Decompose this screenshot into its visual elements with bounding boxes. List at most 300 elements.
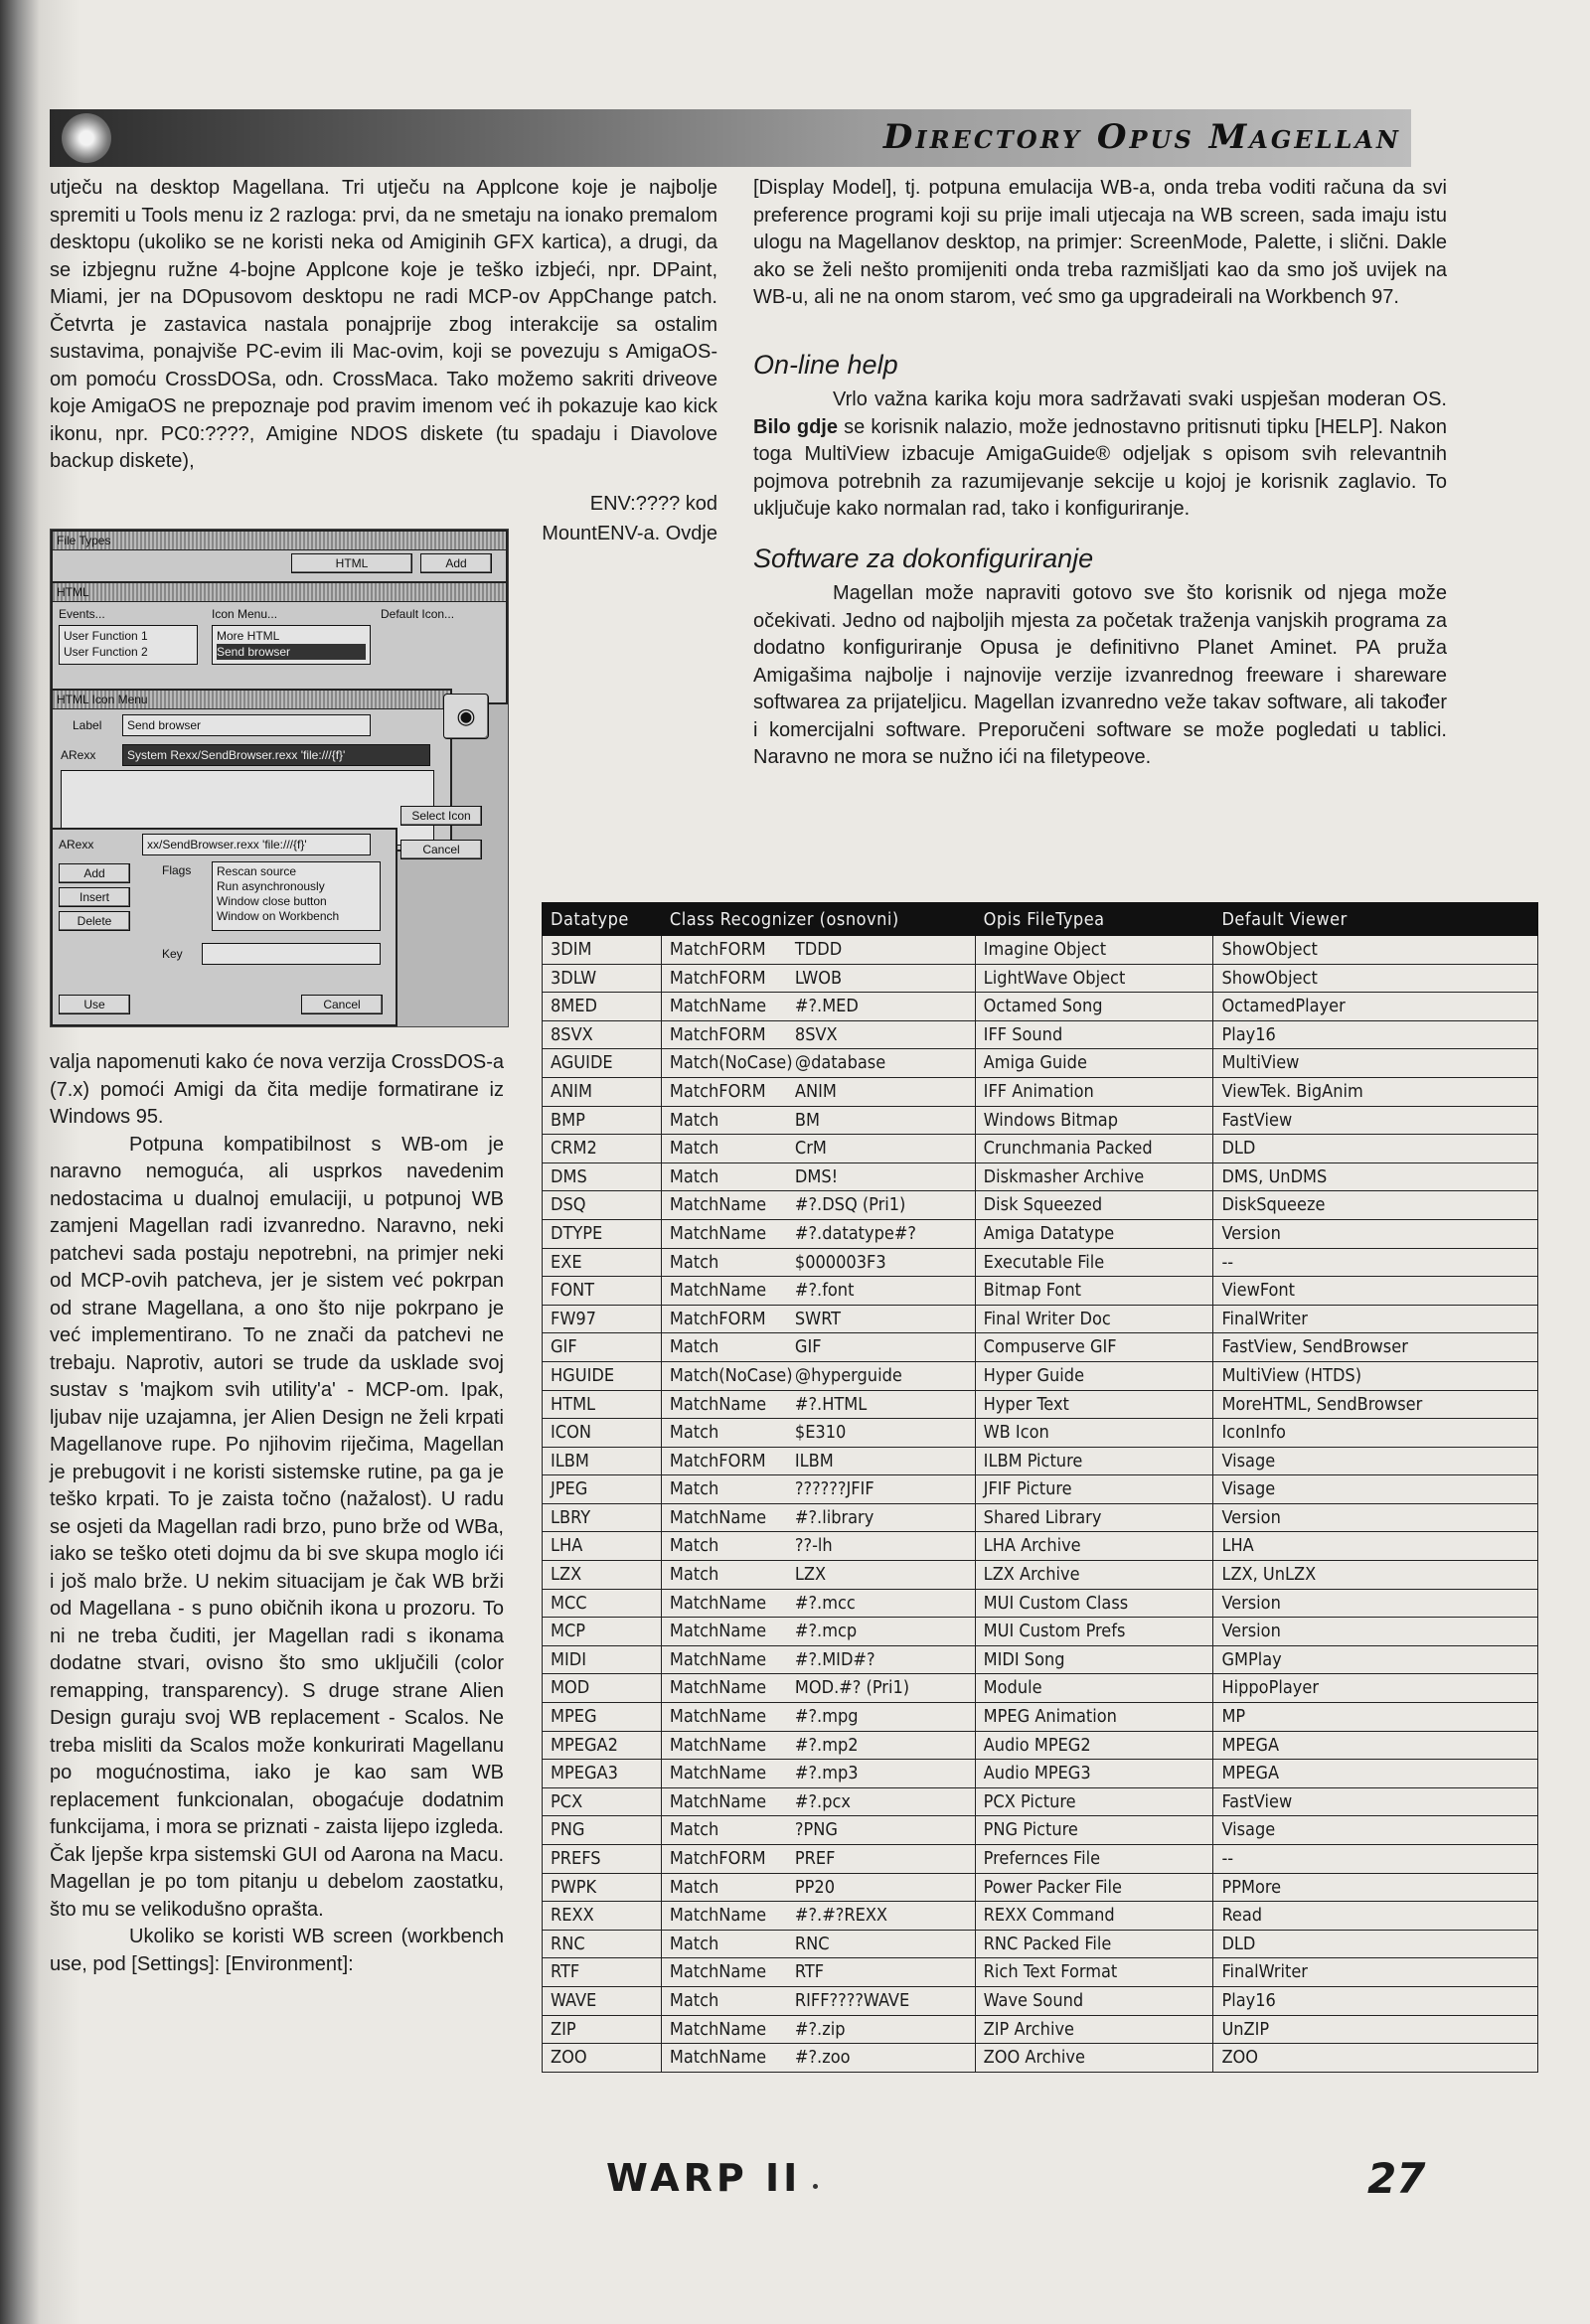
cancel-button[interactable]: Cancel <box>400 840 482 859</box>
cell-datatype <box>543 1589 662 1618</box>
cell-class-recognizer <box>661 1958 975 1987</box>
opis-value: Disk Squeezed <box>983 1194 1103 1216</box>
recognizer-method: MatchName <box>669 1706 767 1728</box>
cell-default-viewer <box>1213 936 1538 965</box>
opis-value: Audio MPEG3 <box>983 1763 1091 1784</box>
table-row <box>543 1618 1538 1646</box>
opis-value: Amiga Guide <box>983 1052 1087 1074</box>
cell-opis <box>975 1305 1213 1333</box>
cell-class-recognizer <box>661 1077 975 1106</box>
recognizer-method: MatchFORM <box>669 939 766 960</box>
cell-datatype <box>543 1361 662 1390</box>
cell-class-recognizer <box>661 1674 975 1703</box>
events-label: Events... <box>59 607 105 621</box>
cell-default-viewer <box>1213 1390 1538 1419</box>
events-item[interactable]: User Function 1 <box>64 629 148 643</box>
label-input[interactable]: Send browser <box>122 714 371 736</box>
cell-opis <box>975 964 1213 993</box>
cell-class-recognizer <box>661 1419 975 1448</box>
file-types-titlebar: File Types <box>53 532 506 550</box>
datatype-value: DSQ <box>551 1194 586 1216</box>
viewer-value: PPMore <box>1221 1876 1282 1898</box>
cell-class-recognizer <box>661 2015 975 2044</box>
cell-opis <box>975 1787 1213 1816</box>
disk-icon[interactable]: ◉ <box>443 694 489 739</box>
datatype-value: MPEGA2 <box>551 1734 618 1756</box>
table-row <box>543 1475 1538 1504</box>
datatype-value: MCC <box>551 1592 587 1614</box>
left-column-bottom <box>50 1049 504 1978</box>
cell-datatype <box>543 993 662 1021</box>
cell-class-recognizer <box>661 1248 975 1277</box>
viewer-value: ShowObject <box>1221 939 1318 960</box>
datatype-value: FONT <box>551 1280 595 1302</box>
viewer-value: ViewTek. BigAnim <box>1221 1080 1363 1102</box>
datatype-table <box>542 902 1538 2073</box>
cell-class-recognizer <box>661 936 975 965</box>
recognizer-method: MatchName <box>669 1222 767 1244</box>
opis-value: ZOO Archive <box>983 2047 1085 2069</box>
viewer-value: Visage <box>1221 1478 1276 1500</box>
cell-class-recognizer <box>661 1589 975 1618</box>
opis-value: MUI Custom Class <box>983 1592 1129 1614</box>
cell-datatype <box>543 1731 662 1760</box>
cell-opis <box>975 1816 1213 1845</box>
cell-class-recognizer <box>661 1645 975 1674</box>
table-row <box>543 1191 1538 1220</box>
cell-class-recognizer <box>661 1475 975 1504</box>
recognizer-pattern: ANIM <box>794 1080 837 1102</box>
recognizer-pattern: #?.mp3 <box>794 1763 859 1784</box>
cell-opis <box>975 1106 1213 1135</box>
table-row <box>543 936 1538 965</box>
cell-datatype <box>543 1333 662 1362</box>
cell-class-recognizer <box>661 1787 975 1816</box>
table-row <box>543 1532 1538 1561</box>
cell-class-recognizer <box>661 1106 975 1135</box>
events-item[interactable]: User Function 2 <box>64 645 148 659</box>
recognizer-method: MatchFORM <box>669 967 766 989</box>
datatype-value: HTML <box>551 1393 596 1415</box>
cell-opis <box>975 1049 1213 1078</box>
cell-opis <box>975 1135 1213 1163</box>
opis-value: Audio MPEG2 <box>983 1734 1091 1756</box>
table-row <box>543 2015 1538 2044</box>
viewer-value: ZOO <box>1221 2047 1259 2069</box>
viewer-value: Play16 <box>1221 1989 1276 2011</box>
opis-value: Amiga Datatype <box>983 1222 1115 1244</box>
delete-button[interactable]: Delete <box>59 911 130 931</box>
cell-class-recognizer <box>661 2044 975 2073</box>
viewer-value: FastView <box>1221 1790 1293 1812</box>
table-row <box>543 1902 1538 1931</box>
cell-default-viewer <box>1213 1532 1538 1561</box>
cell-default-viewer <box>1213 1503 1538 1532</box>
cell-datatype <box>543 1419 662 1448</box>
recognizer-method: Match <box>669 1251 719 1273</box>
datatype-value: AGUIDE <box>551 1052 613 1074</box>
datatype-value: RTF <box>551 1961 580 1983</box>
opis-value: Windows Bitmap <box>983 1109 1119 1131</box>
flags-list[interactable] <box>212 861 381 931</box>
header-datatype: Datatype <box>543 903 662 936</box>
datatype-value: DTYPE <box>551 1222 603 1244</box>
table-row <box>543 1248 1538 1277</box>
cell-opis <box>975 1162 1213 1191</box>
cell-class-recognizer <box>661 1561 975 1590</box>
cell-datatype <box>543 1049 662 1078</box>
icon-menu-item-selected[interactable]: Send browser <box>217 644 366 660</box>
viewer-value: DMS, UnDMS <box>1221 1165 1328 1187</box>
cell-class-recognizer <box>661 1020 975 1049</box>
cell-datatype <box>543 1162 662 1191</box>
cell-default-viewer <box>1213 1930 1538 1958</box>
table-row <box>543 1361 1538 1390</box>
key-input[interactable] <box>202 943 381 965</box>
table-row <box>543 1305 1538 1333</box>
cell-default-viewer <box>1213 1902 1538 1931</box>
cell-default-viewer <box>1213 1787 1538 1816</box>
opis-value: Module <box>983 1677 1042 1699</box>
cell-datatype <box>543 1958 662 1987</box>
function-editor-window <box>51 828 398 1026</box>
cell-default-viewer <box>1213 1674 1538 1703</box>
cell-opis <box>975 1361 1213 1390</box>
page-dot <box>813 2184 818 2189</box>
cell-datatype <box>543 2015 662 2044</box>
recognizer-method: MatchName <box>669 1280 767 1302</box>
opis-value: Executable File <box>983 1251 1105 1273</box>
recognizer-pattern: 8SVX <box>794 1023 838 1045</box>
flag-item[interactable]: Rescan source <box>217 864 297 878</box>
recognizer-pattern: LZX <box>794 1564 827 1586</box>
cell-default-viewer <box>1213 1020 1538 1049</box>
cell-default-viewer <box>1213 1219 1538 1248</box>
recognizer-pattern: GIF <box>794 1336 822 1358</box>
cell-opis <box>975 1475 1213 1504</box>
flag-item[interactable]: Window on Workbench <box>217 909 340 923</box>
cell-class-recognizer <box>661 1219 975 1248</box>
opis-value: Power Packer File <box>983 1876 1122 1898</box>
table-row <box>543 1561 1538 1590</box>
cell-class-recognizer <box>661 1902 975 1931</box>
recognizer-method: MatchName <box>669 1506 767 1528</box>
table-row <box>543 1731 1538 1760</box>
cell-opis <box>975 936 1213 965</box>
cell-datatype <box>543 1816 662 1845</box>
table-row <box>543 1162 1538 1191</box>
datatype-value: MIDI <box>551 1648 586 1670</box>
viewer-value: FinalWriter <box>1221 1308 1308 1329</box>
cell-default-viewer <box>1213 1475 1538 1504</box>
opis-value: LHA Archive <box>983 1535 1081 1557</box>
cell-class-recognizer <box>661 1760 975 1788</box>
software-heading: Software za dokonfiguriranje <box>753 542 1094 573</box>
left-bottom-paragraph-3: Ukoliko se koristi WB screen (workbench use, pod [Settings]: [Environment]: <box>50 1926 504 1975</box>
opis-value: LightWave Object <box>983 967 1126 989</box>
cell-datatype <box>543 1986 662 2015</box>
viewer-value: -- <box>1221 1251 1234 1273</box>
datatype-value: EXE <box>551 1251 582 1273</box>
cell-datatype <box>543 1902 662 1931</box>
right-top-paragraph: [Display Model], tj. potpuna emulacija WB-a, onda treba voditi računa da svi preference programi koji su prije imali utjecaja na WB screen, sada imaju istu ulogu na Magellanov desktop, na primjer: ScreenMode, Palette, i slični. Dakle ako se želi nešto promijeniti onda treba razmišljati kao da smo još uvijek na WB-u, ali ne na onom starom, već smo ga upgradeirali na Workbench 97. <box>753 177 1447 308</box>
cell-datatype <box>543 1475 662 1504</box>
cell-class-recognizer <box>661 964 975 993</box>
viewer-value: Version <box>1221 1506 1281 1528</box>
default-icon-label: Default Icon... <box>381 607 455 621</box>
cell-default-viewer <box>1213 1986 1538 2015</box>
datatype-value: HGUIDE <box>551 1364 615 1386</box>
recognizer-method: MatchName <box>669 1592 767 1614</box>
recognizer-pattern: #?.library <box>794 1506 874 1528</box>
table-row <box>543 1419 1538 1448</box>
datatype-value: 3DIM <box>551 939 592 960</box>
cell-datatype <box>543 1645 662 1674</box>
datatype-value: 3DLW <box>551 967 597 989</box>
datatype-value: WAVE <box>551 1989 597 2011</box>
table-row <box>543 1787 1538 1816</box>
file-types-window <box>51 530 508 583</box>
cell-opis <box>975 1219 1213 1248</box>
opis-value: Hyper Guide <box>983 1364 1085 1386</box>
header-class-recognizer: Class Recognizer (osnovni) <box>661 903 975 936</box>
recognizer-pattern: DMS! <box>794 1165 839 1187</box>
recognizer-method: Match <box>669 1933 719 1954</box>
cell-default-viewer <box>1213 1277 1538 1306</box>
recognizer-pattern: SWRT <box>794 1308 842 1329</box>
header-opis-filetypea: Opis FileTypea <box>975 903 1213 936</box>
cell-opis <box>975 1532 1213 1561</box>
recognizer-method: MatchFORM <box>669 1848 766 1869</box>
cell-opis <box>975 1873 1213 1902</box>
datatype-value: RNC <box>551 1933 585 1954</box>
cell-default-viewer <box>1213 2044 1538 2073</box>
datatype-value: MPEGA3 <box>551 1763 618 1784</box>
recognizer-method: MatchName <box>669 2047 767 2069</box>
recognizer-pattern: TDDD <box>794 939 843 960</box>
viewer-value: FastView, SendBrowser <box>1221 1336 1408 1358</box>
datatype-value: MOD <box>551 1677 590 1699</box>
arexx-label: ARexx <box>61 748 96 762</box>
cell-opis <box>975 1248 1213 1277</box>
events-list[interactable] <box>59 625 198 665</box>
cell-datatype <box>543 1390 662 1419</box>
recognizer-pattern: #?.font <box>794 1280 855 1302</box>
cell-datatype <box>543 964 662 993</box>
viewer-value: Visage <box>1221 1819 1276 1841</box>
datatype-value: LBRY <box>551 1506 591 1528</box>
cell-class-recognizer <box>661 1532 975 1561</box>
cell-default-viewer <box>1213 964 1538 993</box>
datatype-value: CRM2 <box>551 1138 597 1160</box>
recognizer-method: MatchName <box>669 1621 767 1642</box>
recognizer-pattern: PREF <box>794 1848 836 1869</box>
opis-value: Imagine Object <box>983 939 1107 960</box>
cell-default-viewer <box>1213 1361 1538 1390</box>
recognizer-pattern: RNC <box>794 1933 830 1954</box>
viewer-value: Read <box>1221 1905 1263 1927</box>
recognizer-method: Match <box>669 1109 719 1131</box>
recognizer-method: Match <box>669 1819 719 1841</box>
recognizer-pattern: #?.zip <box>794 2018 846 2040</box>
table-row <box>543 964 1538 993</box>
left-top-paragraph: utječu na desktop Magellana. Tri utječu na Applcone koje je najbolje spremiti u Tools menu iz 2 razloga: prvi, da ne smetaju na ionako premalom desktopu (ukoliko se ne koristi neka od Amiginih GFX kartica), a drugi, da se izbjegnu ružne 4-bojne Applcone koje je teško izbjeći, npr. DPaint, Miami, jer na DOpusovom desktopu ne radi MCP-ov AppChange patch. Četvrta je zastavica nastala ponajprije zbog interakcije sa ostalim sustavima, ponajviše PC-evim ili Mac-ovim, koji se povezuju s AmigaOS-om pomoću CrossDOSa, odn. CrossMaca. Tako možemo sakriti driveove koje AmigaOS ne prepoznaje pod pravim imenom već ih pokazuje kao kick ikonu, npr. PC0:????, Amigine NDOS diskete (tu spadaju i Diavolove backup diskete), <box>50 177 717 472</box>
datatype-value: DMS <box>551 1165 587 1187</box>
opis-value: Prefernces File <box>983 1848 1101 1869</box>
table-row <box>543 1390 1538 1419</box>
recognizer-method: MatchName <box>669 1763 767 1784</box>
opis-value: PCX Picture <box>983 1790 1076 1812</box>
table-row <box>543 993 1538 1021</box>
cell-datatype <box>543 1447 662 1475</box>
cell-class-recognizer <box>661 1191 975 1220</box>
table-row <box>543 2044 1538 2073</box>
recognizer-method: MatchName <box>669 1677 767 1699</box>
html-button[interactable]: HTML <box>291 553 412 573</box>
table-row <box>543 1219 1538 1248</box>
viewer-value: MPEGA <box>1221 1734 1280 1756</box>
table-row <box>543 1645 1538 1674</box>
cell-default-viewer <box>1213 1333 1538 1362</box>
online-text-pre: Vrlo važna karika koju mora sadržavati svaki uspješan moderan OS. <box>833 388 1447 410</box>
cell-class-recognizer <box>661 1845 975 1874</box>
cell-class-recognizer <box>661 1986 975 2015</box>
cell-opis <box>975 1561 1213 1590</box>
viewer-value: Version <box>1221 1621 1281 1642</box>
cell-default-viewer <box>1213 993 1538 1021</box>
recognizer-method: Match(NoCase) <box>669 1364 793 1386</box>
cell-opis <box>975 1077 1213 1106</box>
recognizer-method: MatchName <box>669 1961 767 1983</box>
online-text-bold: Bilo gdje <box>753 415 838 438</box>
viewer-value: DLD <box>1221 1138 1256 1160</box>
arexx2-command[interactable]: xx/SendBrowser.rexx 'file:///{f}' <box>142 834 371 855</box>
cell-default-viewer <box>1213 1106 1538 1135</box>
add-button[interactable]: Add <box>420 553 492 573</box>
viewer-value: Version <box>1221 1222 1281 1244</box>
recognizer-pattern: $000003F3 <box>794 1251 886 1273</box>
icon-menu-list[interactable] <box>212 625 371 665</box>
recognizer-pattern: ??-lh <box>794 1535 833 1557</box>
label-label: Label <box>73 718 102 732</box>
online-text-post: se korisnik nalazio, može jednostavno pritisnuti tipku [HELP]. Nakon toga MultiView izbacuje AmigaGuide® odjeljak s opisom svih relevantnih pojmova potrebnih za razumijevanje sekcije u kojoj je korisnik zaglavio. To uključuje kako normalan rad, tako i konfiguriranje. <box>753 415 1447 520</box>
recognizer-method: MatchName <box>669 1734 767 1756</box>
cell-default-viewer <box>1213 1618 1538 1646</box>
cell-class-recognizer <box>661 993 975 1021</box>
flag-item[interactable]: Run asynchronously <box>217 879 325 893</box>
table-row <box>543 1049 1538 1078</box>
viewer-value: -- <box>1221 1848 1234 1869</box>
header-default-viewer: Default Viewer <box>1213 903 1538 936</box>
recognizer-pattern: MOD.#? (Pri1) <box>794 1677 910 1699</box>
cell-class-recognizer <box>661 1135 975 1163</box>
viewer-value: IconInfo <box>1221 1422 1286 1444</box>
opis-value: Shared Library <box>983 1506 1102 1528</box>
left-column-top <box>50 175 717 476</box>
datatype-value: ANIM <box>551 1080 592 1102</box>
recognizer-method: Match <box>669 1165 719 1187</box>
key-label: Key <box>162 947 183 961</box>
cancel2-button[interactable]: Cancel <box>301 995 383 1014</box>
recognizer-method: Match <box>669 1336 719 1358</box>
arexx-command[interactable]: System Rexx/SendBrowser.rexx 'file:///{f}' <box>122 744 430 766</box>
recognizer-pattern: #?.mcc <box>794 1592 856 1614</box>
software-paragraph: Magellan može napraviti gotovo sve što korisnik od njega može očekivati. Jedno od najboljih mjesta za početak traženja vanjskih programa za dodatno konfiguriranje Opusa je definitivno Planet Aminet. PA pruža Amigašima najbolje i najnovije verzije izvanrednog freeware i shareware softwarea za prijateljicu. Magellan izvanredno veže takav software, ali također i komercijalni software. Preporučeni software se može pogledati u tablici. Naravno ne mora se nužno ići na filetypeove. <box>753 582 1447 768</box>
recognizer-pattern: RTF <box>794 1961 825 1983</box>
flag-item[interactable]: Window close button <box>217 894 327 908</box>
select-icon-button[interactable]: Select Icon <box>400 806 482 826</box>
cell-default-viewer <box>1213 2015 1538 2044</box>
recognizer-pattern: #?.zoo <box>794 2047 851 2069</box>
datatype-value: FW97 <box>551 1308 596 1329</box>
cell-opis <box>975 1645 1213 1674</box>
cell-default-viewer <box>1213 1049 1538 1078</box>
table-row <box>543 1106 1538 1135</box>
datatype-value: ZOO <box>551 2047 587 2069</box>
viewer-value: MoreHTML, SendBrowser <box>1221 1393 1423 1415</box>
cell-class-recognizer <box>661 1816 975 1845</box>
recognizer-method: MatchName <box>669 1393 767 1415</box>
cell-default-viewer <box>1213 1760 1538 1788</box>
recognizer-method: Match <box>669 1422 719 1444</box>
datatype-value: PCX <box>551 1790 583 1812</box>
use-button[interactable]: Use <box>59 995 130 1014</box>
cell-class-recognizer <box>661 1703 975 1732</box>
cell-class-recognizer <box>661 1277 975 1306</box>
cell-default-viewer <box>1213 1447 1538 1475</box>
recognizer-pattern: @database <box>794 1052 886 1074</box>
datatype-value: PREFS <box>551 1848 601 1869</box>
cell-class-recognizer <box>661 1162 975 1191</box>
cell-opis <box>975 1930 1213 1958</box>
viewer-value: MP <box>1221 1706 1246 1728</box>
recognizer-pattern: ILBM <box>794 1450 834 1472</box>
viewer-value: ViewFont <box>1221 1280 1296 1302</box>
insert-button[interactable]: Insert <box>59 887 130 907</box>
recognizer-pattern: #?.mpg <box>794 1706 859 1728</box>
recognizer-pattern: #?.mcp <box>794 1621 858 1642</box>
cell-class-recognizer <box>661 1447 975 1475</box>
cell-datatype <box>543 1674 662 1703</box>
cell-opis <box>975 1674 1213 1703</box>
datatype-value: MPEG <box>551 1706 597 1728</box>
recognizer-pattern: #?.#?REXX <box>794 1905 888 1927</box>
cell-opis <box>975 1958 1213 1987</box>
cell-datatype <box>543 936 662 965</box>
recognizer-pattern: BM <box>794 1109 820 1131</box>
add2-button[interactable]: Add <box>59 863 130 883</box>
table-row <box>543 1703 1538 1732</box>
cell-opis <box>975 2015 1213 2044</box>
viewer-value: LHA <box>1221 1535 1254 1557</box>
icon-menu-item[interactable]: More HTML <box>217 629 280 643</box>
opis-value: Octamed Song <box>983 996 1103 1017</box>
page-number: 27 <box>1367 2154 1426 2203</box>
cell-opis <box>975 1191 1213 1220</box>
datatype-value: JPEG <box>551 1478 588 1500</box>
cell-class-recognizer <box>661 1618 975 1646</box>
table-row <box>543 1503 1538 1532</box>
cell-default-viewer <box>1213 1589 1538 1618</box>
cell-datatype <box>543 1845 662 1874</box>
cell-datatype <box>543 1219 662 1248</box>
opis-value: MPEG Animation <box>983 1706 1117 1728</box>
cell-default-viewer <box>1213 1645 1538 1674</box>
recognizer-method: MatchFORM <box>669 1023 766 1045</box>
opis-value: JFIF Picture <box>983 1478 1072 1500</box>
cell-datatype <box>543 1787 662 1816</box>
viewer-value: MPEGA <box>1221 1763 1280 1784</box>
